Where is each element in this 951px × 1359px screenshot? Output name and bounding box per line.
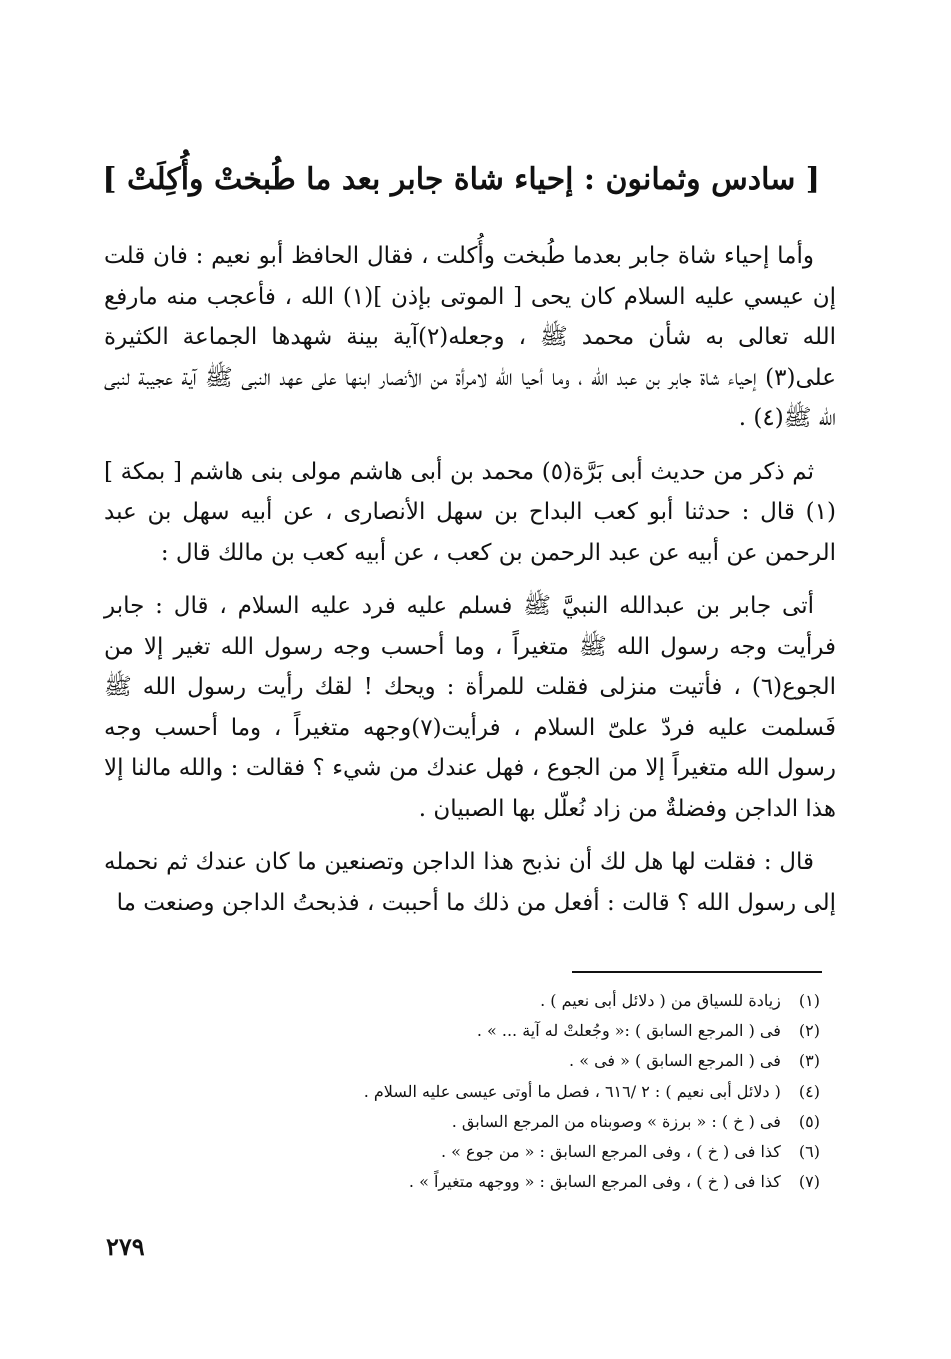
page-number: ٢٧٩ — [106, 1232, 145, 1261]
footnote — [150, 1167, 820, 1197]
footnote — [150, 1016, 820, 1046]
footnote — [150, 1107, 820, 1137]
footnote-text: ( دلائل أبى نعيم ) : ٢ /٦١٦ ، فصل ما أوتى عيسى عليه السلام . — [363, 1081, 781, 1101]
main-text — [104, 236, 836, 936]
paragraph: أتى جابر بن عبدالله النبيَّ ﷺ فسلم عليه فرد عليه السلام ، قال : جابر فرأيت وجه رسول الله ﷺ متغيراً ، وما أحسب وجه رسول الله تغير إلا من الجوع(٦) ، فأتيت منزلى فقلت للمرأة : ويحك ! لقك رأيت رسول الله ﷺ فَسلمت عليه فردّ علىّ السلام ، فرأيت(٧)وجهه متغيراً ، وما أحسب وجه رسول الله متغيراً إلا من الجوع ، فهل عندك من شيء ؟ فقالت : والله مالنا إلا هذا الداجن وفضلةٌ من زاد نُعلّل بها الصبيان . — [104, 593, 836, 822]
footnotes — [150, 986, 820, 1197]
footnote-number: (٧) — [798, 1172, 820, 1192]
footnote-number: (٦) — [798, 1142, 820, 1162]
footnote-text: زيادة للسياق من ( دلائل أبى نعيم ) . — [540, 991, 781, 1010]
footnote-number: (٣) — [798, 1051, 820, 1071]
paragraph: وأما إحياء شاة جابر بعدما طُبخت وأُكلت ، فقال الحافظ أبو نعيم : فان قلت إن عيسي عليه السلام كان يحى [ الموتى بإذن ](١) الله ، فأعجب منه مارفع الله تعالى به شأن محمد ﷺ ، وجعله(٢)آية بينة شهدها الجماعة الكثيرة على(٣) إحياء شاة جابر بن عبد الله ، وما أحيا الله لامرأة من الأنصار ابنها على عهد النبى ﷺ آية عجيبة لنبى الله ﷺ(٤) . — [104, 243, 836, 431]
footnote — [150, 986, 820, 1016]
footnote-number: (١) — [798, 991, 820, 1010]
footnote — [150, 1137, 820, 1167]
footnote-number: (٤) — [798, 1081, 820, 1101]
footnote-number: (٢) — [798, 1021, 820, 1041]
footnote-text: فى ( خ ) : « برزة » وصوبناه من المرجع السابق . — [451, 1111, 781, 1131]
footnote-text: فى ( المرجع السابق ) « فى » . — [569, 1051, 781, 1071]
footnote — [150, 1046, 820, 1076]
footnote-number: (٥) — [798, 1111, 820, 1131]
section-heading: [ سادس وثمانون : إحياء شاة جابر بعد ما طُبختْ وأُكِلَتْ ] — [102, 162, 820, 197]
footnote-text: كذا فى ( خ ) ، وفى المرجع السابق : « من جوع » . — [440, 1142, 781, 1162]
footnote-text: كذا فى ( خ ) ، وفى المرجع السابق : « ووجهه متغيراً » . — [408, 1172, 781, 1192]
paragraph: ثم ذكر من حديث أبى بَرَّة(٥) محمد بن أبى هاشم مولى بنى هاشم [ بمكة ](١) قال : حدثنا أبو كعب البداح بن سهل الأنصارى ، عن أبيه سهل بن عبد الرحمن عن أبيه عن عبد الرحمن بن كعب ، عن أبيه كعب بن مالك قال : — [104, 458, 836, 566]
footnote-text: فى ( المرجع السابق ) :« وجُعلتْ له آية ... » . — [476, 1021, 781, 1041]
footnote — [150, 1077, 820, 1107]
footnote-separator — [572, 971, 822, 973]
paragraph: قال : فقلت لها هل لك أن نذبح هذا الداجن وتصنعين ما كان عندك ثم نحمله إلى رسول الله ؟ قالت : أفعل من ذلك ما أحببت ، فذبحتُ الداجن وصنعت ما — [104, 849, 836, 916]
